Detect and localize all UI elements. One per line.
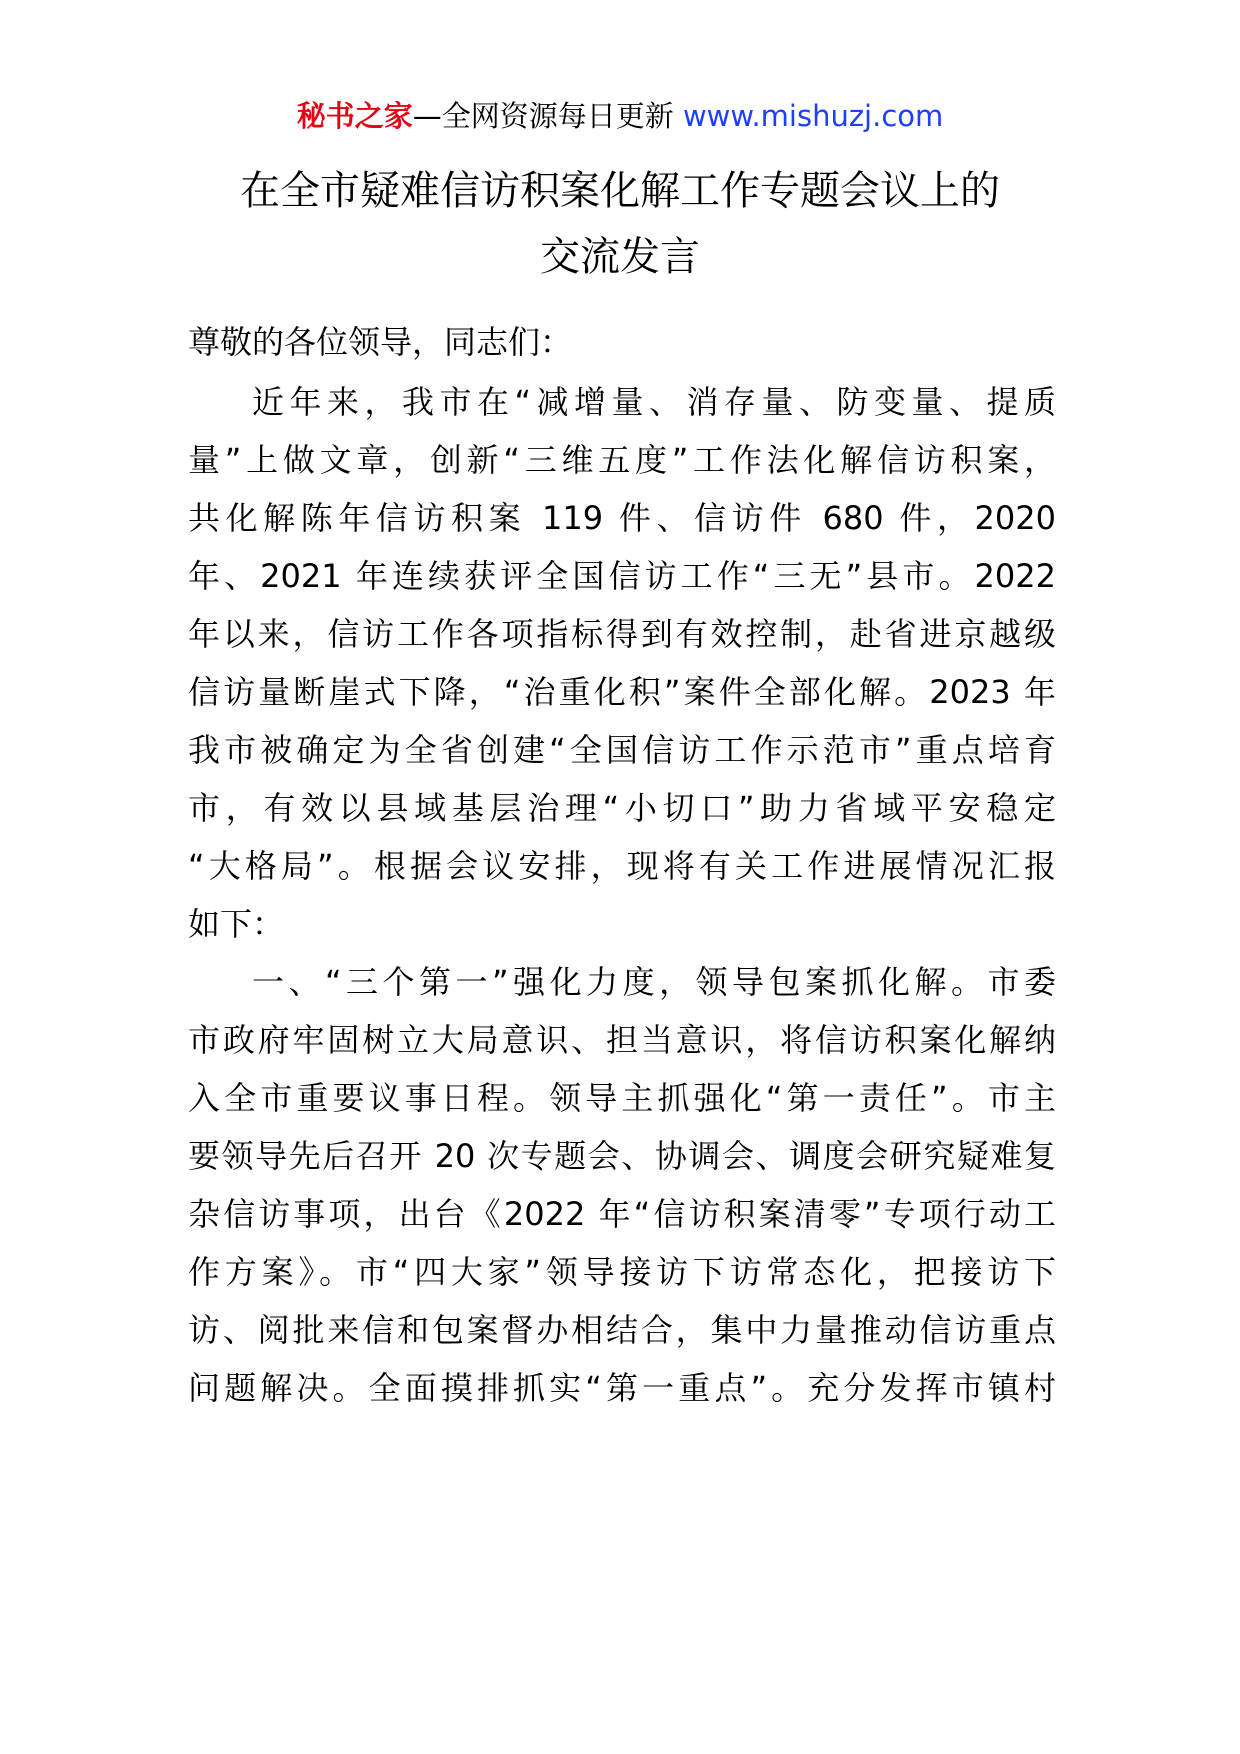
paragraph-line: 入全市重要议事日程。领导主抓强化“第一责任”。市主	[188, 1079, 1056, 1117]
paragraph-line: 共化解陈年信访积案 119 件、信访件 680 件，2020	[188, 499, 1056, 537]
paragraph-line: 杂信访事项，出台《2022 年“信访积案清零”专项行动工	[188, 1195, 1056, 1233]
banner-tagline: —全网资源每日更新	[412, 99, 674, 133]
paragraph-line: 近年来，我市在“减增量、消存量、防变量、提质	[252, 383, 1056, 421]
document-title-line-1: 在全市疑难信访积案化解工作专题会议上的	[240, 168, 1000, 214]
paragraph-line: 作方案》。市“四大家”领导接访下访常态化，把接访下	[188, 1253, 1056, 1291]
paragraph-line: 年以来，信访工作各项指标得到有效控制，赴省进京越级	[188, 615, 1056, 653]
site-banner	[0, 98, 1240, 134]
paragraph-line: 要领导先后召开 20 次专题会、协调会、调度会研究疑难复	[188, 1137, 1056, 1175]
paragraph-line: 访、阅批来信和包案督办相结合，集中力量推动信访重点	[188, 1311, 1056, 1349]
document-title-line-2: 交流发言	[540, 234, 700, 280]
site-url-link[interactable]: www.mishuzj.com	[682, 99, 944, 133]
paragraph-line: 信访量断崖式下降，“治重化积”案件全部化解。2023 年	[188, 673, 1056, 711]
paragraph-line: 年、2021 年连续获评全国信访工作“三无”县市。2022	[188, 557, 1056, 595]
salutation: 尊敬的各位领导，同志们：	[188, 323, 573, 361]
paragraph-line: 市政府牢固树立大局意识、担当意识，将信访积案化解纳	[188, 1021, 1056, 1059]
paragraph-line: 我市被确定为全省创建“全国信访工作示范市”重点培育	[188, 731, 1056, 769]
paragraph-line: 量”上做文章，创新“三维五度”工作法化解信访积案，	[188, 441, 1056, 479]
brand-name: 秘书之家	[296, 99, 413, 133]
paragraph-line: “大格局”。根据会议安排，现将有关工作进展情况汇报	[188, 847, 1056, 885]
paragraph-line: 市，有效以县域基层治理“小切口”助力省域平安稳定	[188, 789, 1056, 827]
paragraph-line: 如下：	[188, 905, 285, 943]
paragraph-line: 问题解决。全面摸排抓实“第一重点”。充分发挥市镇村	[188, 1369, 1056, 1407]
section-heading-line: 一、“三个第一”强化力度，领导包案抓化解。市委	[252, 963, 1056, 1001]
